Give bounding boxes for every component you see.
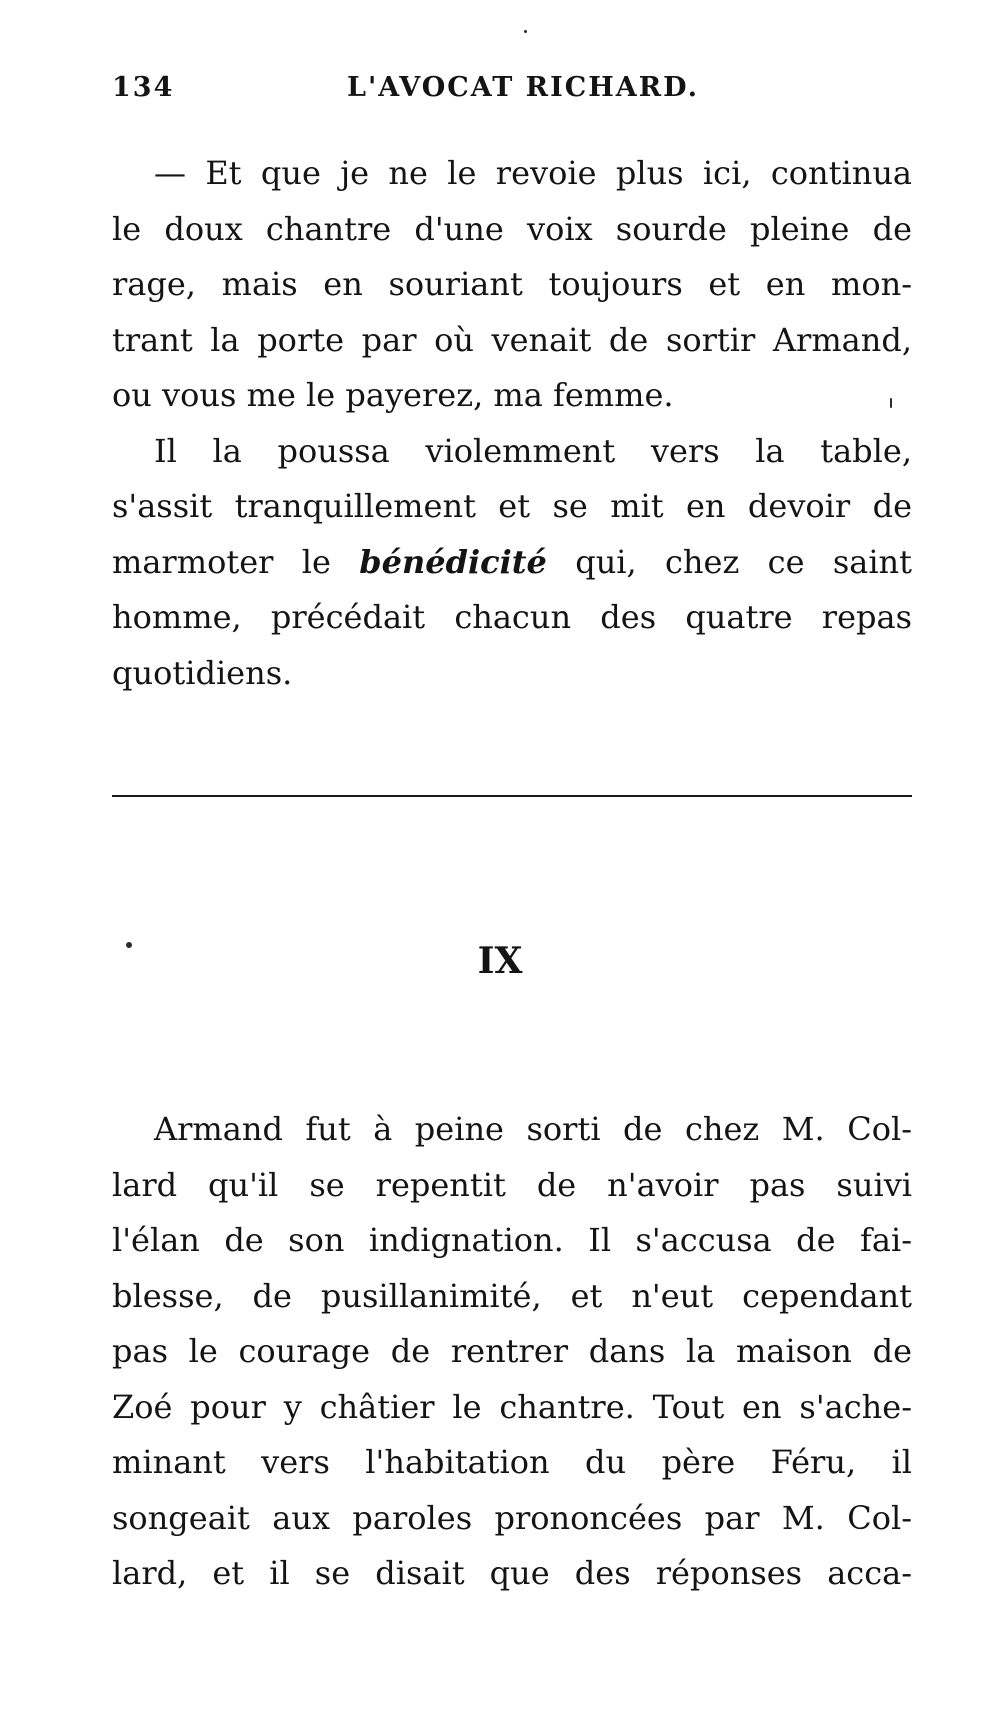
- text-line: ou vous me le payerez, ma femme.: [112, 376, 674, 414]
- text-line-mixed: [112, 535, 912, 591]
- text-section-2: [112, 1102, 912, 1602]
- text-line: le doux chantre d'une voix sourde pleine de: [112, 209, 912, 248]
- text-line: lard qu'il se repentit de n'avoir pas suivi: [112, 1165, 912, 1204]
- text-line: pas le courage de rentrer dans la maison de: [112, 1332, 912, 1370]
- running-title: L'AVOCAT RICHARD.: [347, 72, 699, 103]
- text-line: songeait aux paroles prononcées par M. Col-: [112, 1498, 912, 1537]
- text-line: Il la poussa violemment vers la table,: [154, 431, 912, 470]
- print-speck: [524, 30, 527, 33]
- chapter-heading: IX: [477, 940, 523, 982]
- text-line: blesse, de pusillanimité, et n'eut cependant: [112, 1276, 912, 1315]
- page-number: 134: [112, 72, 175, 103]
- text-line: — Et que je ne le revoie plus ici, continua: [154, 154, 912, 192]
- print-speck: [890, 398, 892, 408]
- text-line: homme, précédait chacun des quatre repas: [112, 598, 912, 636]
- text-line: Zoé pour y châtier le chantre. Tout en s'ache-: [112, 1387, 912, 1426]
- text-line: l'élan de son indignation. Il s'accusa de fai-: [112, 1221, 912, 1259]
- text-fragment: marmoter le: [112, 542, 331, 581]
- text-line: lard, et il se disait que des réponses acca-: [112, 1554, 912, 1592]
- italic-term: bénédicité: [359, 542, 547, 581]
- text-line: quotidiens.: [112, 653, 293, 692]
- text-line: Armand fut à peine sorti de chez M. Col-: [154, 1110, 912, 1148]
- running-head: [112, 72, 907, 122]
- text-line: s'assit tranquillement et se mit en devoir de: [112, 487, 912, 525]
- text-line: trant la porte par où venait de sortir Armand,: [112, 320, 912, 359]
- section-divider: [112, 795, 912, 797]
- text-fragment: qui, chez ce saint: [575, 542, 913, 581]
- text-section-1: [112, 146, 912, 701]
- text-line: minant vers l'habitation du père Féru, il: [112, 1443, 912, 1481]
- text-line: rage, mais en souriant toujours et en mon-: [112, 265, 912, 303]
- print-speck: [126, 942, 132, 948]
